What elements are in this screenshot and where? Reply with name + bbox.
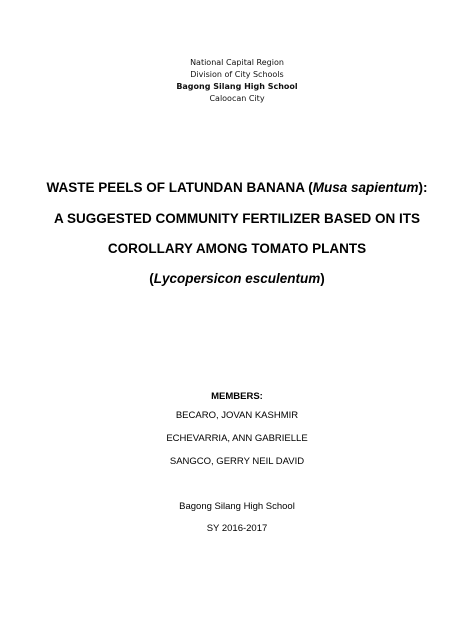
header-division: Division of City Schools [190,70,284,79]
footer-school: Bagong Silang High School [179,501,295,512]
title-line-4-suffix: ) [320,271,325,286]
title-line-1 [0,181,474,195]
member-name: ECHEVARRIA, ANN GABRIELLE [166,433,308,444]
members-heading: MEMBERS: [211,391,263,402]
header-region: National Capital Region [190,58,284,67]
title-line-4-italic: Lycopersicon esculentum [153,271,321,286]
title-line-1-suffix: ): [418,180,428,195]
title-line-4-prefix: ( [149,271,154,286]
title-line-4 [0,272,474,286]
title-line-1-prefix: WASTE PEELS OF LATUNDAN BANANA ( [46,180,313,195]
title-line-1-italic: Musa sapientum [312,180,419,195]
member-name: SANGCO, GERRY NEIL DAVID [169,456,305,467]
header-city: Caloocan City [209,94,265,103]
member-name: BECARO, JOVAN KASHMIR [175,410,299,421]
header-school: Bagong Silang High School [176,82,298,91]
title-line-3: COROLLARY AMONG TOMATO PLANTS [107,241,367,256]
footer-school-year: SY 2016-2017 [206,523,268,534]
title-line-2: A SUGGESTED COMMUNITY FERTILIZER BASED ON ITS [53,211,421,226]
